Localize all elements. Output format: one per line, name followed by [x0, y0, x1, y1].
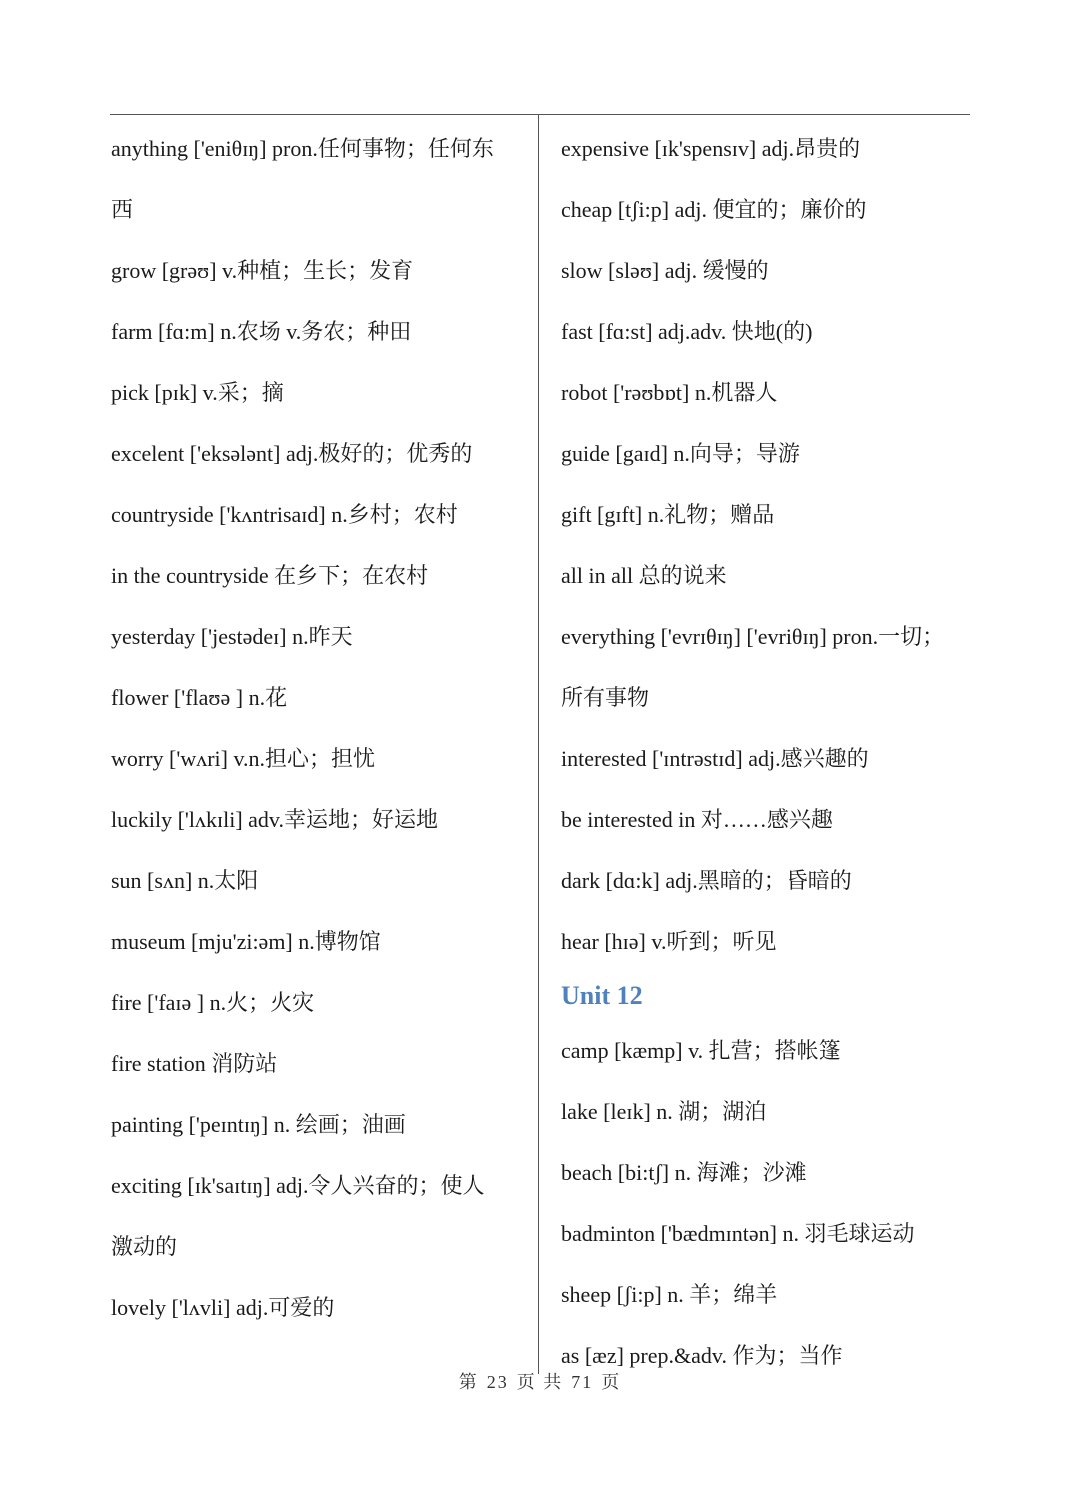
page-footer [0, 1368, 1080, 1394]
vocab-line: farm [fɑ:m] n.农场 v.务农；种田 [111, 319, 412, 344]
vocab-line: luckily ['lʌkɪli] adv.幸运地；好运地 [111, 807, 439, 832]
vocab-line: everything ['evrɪθɪŋ] ['evriθɪŋ] pron.一切； [561, 624, 945, 649]
vocab-line: beach [bi:tʃ] n. 海滩；沙滩 [561, 1160, 807, 1185]
footer-mid: 页 共 [516, 1372, 564, 1392]
vocab-line: gift [gɪft] n.礼物；赠品 [561, 502, 775, 527]
vocab-line: slow [sləʊ] adj. 缓慢的 [561, 258, 769, 283]
vocab-line: dark [dɑ:k] adj.黑暗的；昏暗的 [561, 868, 852, 893]
vocab-line: exciting [ɪk'saɪtɪŋ] adj.令人兴奋的；使人 [111, 1173, 485, 1198]
vocab-line: lake [leɪk] n. 湖；湖泊 [561, 1099, 767, 1124]
vocab-line: worry ['wʌri] v.n.担心；担忧 [111, 746, 376, 771]
footer-prefix: 第 [458, 1372, 479, 1392]
footer-suffix: 页 [601, 1372, 622, 1392]
vocab-line: sun [sʌn] n.太阳 [111, 868, 259, 893]
vocab-line: fire station 消防站 [111, 1051, 278, 1076]
vocab-line: be interested in 对……感兴趣 [561, 807, 833, 832]
vocab-line: expensive [ɪk'spensɪv] adj.昂贵的 [561, 136, 861, 161]
column-divider [538, 114, 539, 1374]
vocab-line: sheep [ʃi:p] n. 羊；绵羊 [561, 1282, 778, 1307]
vocab-line: all in all 总的说来 [561, 563, 727, 588]
unit-heading: Unit 12 [561, 981, 643, 1010]
vocab-line: yesterday ['jestədeɪ] n.昨天 [111, 624, 353, 649]
vocab-line: as [æz] prep.&adv. 作为；当作 [561, 1343, 843, 1368]
unit-heading-line [561, 972, 966, 1020]
vocab-line: hear [hɪə] v.听到；听见 [561, 929, 777, 954]
vocab-line: 西 [111, 197, 134, 222]
vocab-line: painting ['peɪntɪŋ] n. 绘画；油画 [111, 1112, 406, 1137]
vocab-line: camp [kæmp] v. 扎营；搭帐篷 [561, 1038, 841, 1063]
vocab-line: badminton ['bædmɪntən] n. 羽毛球运动 [561, 1221, 915, 1246]
header-rule [110, 114, 970, 115]
footer-total-pages: 71 [571, 1372, 594, 1392]
vocab-line: 激动的 [111, 1234, 178, 1259]
vocab-line: flower ['flaʊə ] n.花 [111, 685, 288, 710]
vocab-line: fire ['faɪə ] n.火；火灾 [111, 990, 315, 1015]
vocab-line: grow [grəʊ] v.种植；生长；发育 [111, 258, 414, 283]
vocab-line: in the countryside 在乡下；在农村 [111, 563, 429, 588]
vocab-line: 所有事物 [561, 685, 650, 710]
vocab-line: excelent ['eksələnt] adj.极好的；优秀的 [111, 441, 473, 466]
vocab-line: fast [fɑ:st] adj.adv. 快地(的) [561, 319, 813, 344]
footer-current-page: 23 [486, 1372, 509, 1392]
vocab-line: pick [pɪk] v.采；摘 [111, 380, 284, 405]
left-vocab-column [111, 118, 526, 1338]
vocab-line: cheap [tʃi:p] adj. 便宜的；廉价的 [561, 197, 867, 222]
vocab-line: robot ['rəʊbɒt] n.机器人 [561, 380, 778, 405]
vocab-line: guide [gaɪd] n.向导；导游 [561, 441, 800, 466]
vocab-line: countryside ['kʌntrisaɪd] n.乡村；农村 [111, 502, 458, 527]
vocab-line: interested ['ɪntrəstɪd] adj.感兴趣的 [561, 746, 869, 771]
vocab-line: anything ['eniθɪŋ] pron.任何事物；任何东 [111, 136, 494, 161]
vocab-line: museum [mju'zi:əm] n.博物馆 [111, 929, 381, 954]
vocab-line: lovely ['lʌvli] adj.可爱的 [111, 1295, 335, 1320]
right-vocab-column [561, 118, 966, 1386]
